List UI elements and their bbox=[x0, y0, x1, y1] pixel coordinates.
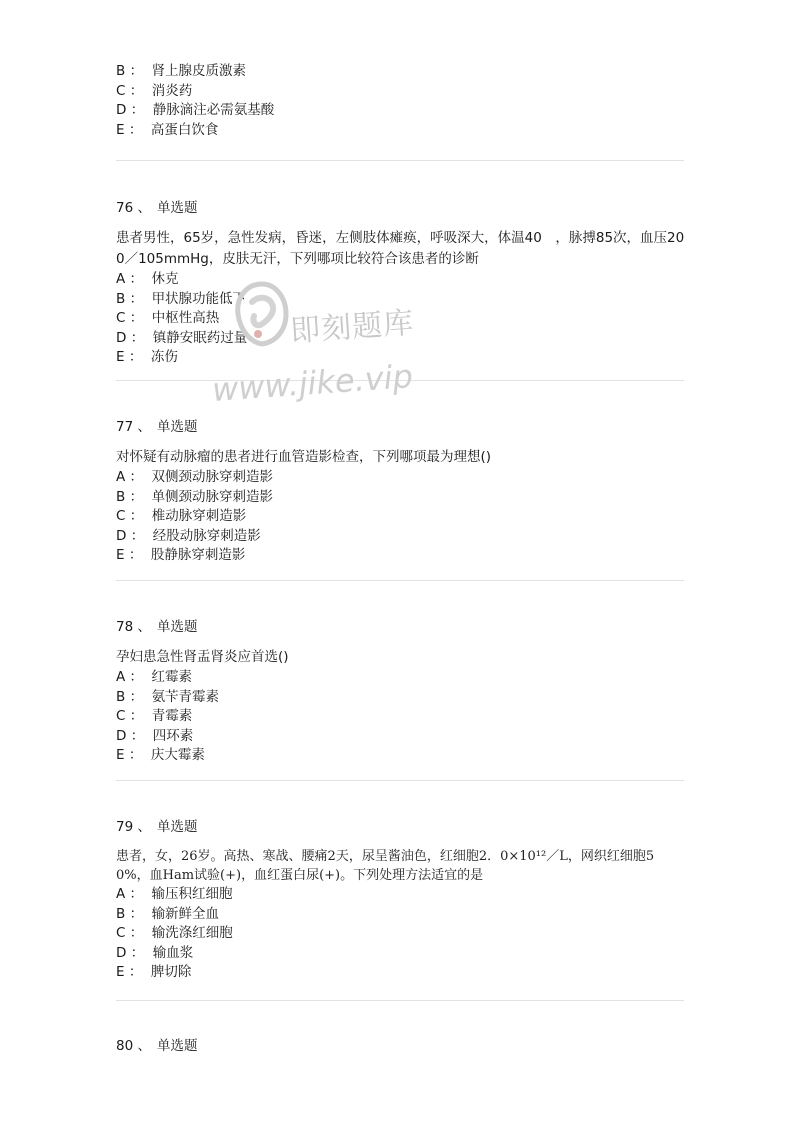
option-e[interactable] bbox=[116, 348, 686, 368]
option-separator: ： bbox=[129, 905, 144, 922]
option-separator: ： bbox=[129, 508, 144, 525]
question-stem: 孕妇患急性肾盂肾炎应首选() bbox=[116, 649, 289, 665]
option-e[interactable] bbox=[116, 121, 274, 141]
divider bbox=[116, 580, 684, 581]
option-key: C bbox=[116, 925, 126, 942]
question-stem: 患者，女，26岁。高热、寒战、腰痛2天，尿呈酱油色，红细胞2．0×10¹²／L，网织红细胞50%，血Ham试验(+)，血红蛋白尿(+)。下列处理方法适宜的是 bbox=[116, 849, 655, 883]
option-text: 中枢性高热 bbox=[151, 310, 220, 327]
option-key: B bbox=[116, 688, 126, 705]
option-key: B bbox=[116, 488, 126, 505]
option-key: B bbox=[116, 63, 126, 79]
question-number-separator: 、 bbox=[137, 619, 151, 635]
option-separator: ： bbox=[129, 310, 144, 327]
option-e[interactable] bbox=[116, 963, 686, 983]
option-d[interactable] bbox=[116, 101, 274, 121]
option-e[interactable] bbox=[116, 546, 686, 566]
option-c[interactable] bbox=[116, 924, 686, 944]
question-78 bbox=[116, 617, 686, 766]
divider bbox=[116, 780, 684, 781]
question-number: 78 bbox=[116, 619, 134, 635]
option-text: 静脉滴注必需氨基酸 bbox=[152, 102, 275, 119]
watermark-url: www.jike.vip bbox=[210, 357, 415, 409]
option-a[interactable] bbox=[116, 668, 686, 688]
question-header bbox=[116, 198, 686, 218]
option-separator: ： bbox=[130, 329, 145, 346]
question-type: 单选题 bbox=[156, 419, 198, 435]
option-a[interactable] bbox=[116, 270, 686, 290]
option-c[interactable] bbox=[116, 82, 274, 102]
option-d[interactable] bbox=[116, 727, 686, 747]
option-separator: ： bbox=[130, 527, 145, 544]
question-type: 单选题 bbox=[156, 619, 198, 635]
option-key: A bbox=[116, 469, 126, 485]
option-key: C bbox=[116, 508, 126, 525]
question-header bbox=[116, 417, 686, 437]
option-separator: ： bbox=[129, 925, 144, 942]
option-text: 肾上腺皮质激素 bbox=[151, 63, 247, 79]
option-b[interactable] bbox=[116, 62, 274, 82]
option-separator: ： bbox=[128, 747, 143, 764]
question-80 bbox=[116, 1036, 686, 1066]
question-stem: 患者男性，65岁，急性发病，昏迷，左侧肢体瘫痪，呼吸深大，体温40 ，脉搏85次，血压200／105mmHg，皮肤无汗，下列哪项比较符合该患者的诊断 bbox=[116, 230, 685, 267]
option-key: E bbox=[116, 964, 125, 981]
option-separator: ： bbox=[129, 688, 144, 705]
question-stem: 对怀疑有动脉瘤的患者进行血管造影检查，下列哪项最为理想() bbox=[116, 449, 492, 465]
option-text: 镇静安眠药过量 bbox=[152, 329, 248, 346]
option-key: C bbox=[116, 310, 126, 327]
option-separator: ： bbox=[129, 469, 144, 485]
option-separator: ： bbox=[128, 964, 143, 981]
divider bbox=[116, 1000, 684, 1001]
option-text: 单侧颈动脉穿刺造影 bbox=[151, 488, 274, 505]
option-separator: ： bbox=[129, 290, 144, 307]
option-e[interactable] bbox=[116, 746, 686, 766]
question-number-separator: 、 bbox=[137, 419, 151, 435]
option-d[interactable] bbox=[116, 329, 686, 349]
question-77 bbox=[116, 417, 686, 566]
option-key: A bbox=[116, 886, 126, 902]
option-key: D bbox=[116, 329, 127, 346]
option-d[interactable] bbox=[116, 527, 686, 547]
question-number-separator: 、 bbox=[137, 1038, 151, 1054]
option-text: 休克 bbox=[151, 271, 179, 287]
question-number: 77 bbox=[116, 419, 134, 435]
option-text: 庆大霉素 bbox=[150, 747, 205, 764]
watermark-brand: 即刻题库 bbox=[289, 305, 416, 350]
question-number-separator: 、 bbox=[137, 819, 151, 835]
question-number: 79 bbox=[116, 819, 134, 835]
option-key: D bbox=[116, 527, 127, 544]
option-separator: ： bbox=[128, 121, 143, 138]
option-text: 输新鲜全血 bbox=[151, 905, 220, 922]
option-key: A bbox=[116, 271, 126, 287]
option-a[interactable] bbox=[116, 468, 686, 488]
divider bbox=[116, 380, 684, 381]
option-d[interactable] bbox=[116, 944, 686, 964]
option-separator: ： bbox=[130, 727, 145, 744]
option-separator: ： bbox=[128, 547, 143, 564]
option-key: D bbox=[116, 727, 127, 744]
option-text: 红霉素 bbox=[151, 669, 193, 685]
option-separator: ： bbox=[129, 708, 144, 725]
option-separator: ： bbox=[128, 349, 143, 366]
option-key: E bbox=[116, 547, 125, 564]
option-text: 高蛋白饮食 bbox=[150, 121, 219, 138]
option-text: 甲状腺功能低下 bbox=[151, 290, 247, 307]
option-c[interactable] bbox=[116, 507, 686, 527]
option-text: 四环素 bbox=[152, 727, 194, 744]
option-b[interactable] bbox=[116, 290, 686, 310]
option-text: 输压积红细胞 bbox=[151, 886, 233, 902]
option-key: B bbox=[116, 290, 126, 307]
option-c[interactable] bbox=[116, 309, 686, 329]
question-number-separator: 、 bbox=[137, 200, 151, 216]
divider bbox=[116, 160, 684, 161]
option-a[interactable] bbox=[116, 885, 686, 905]
question-76 bbox=[116, 198, 686, 368]
option-text: 输洗涤红细胞 bbox=[151, 925, 233, 942]
option-key: E bbox=[116, 121, 125, 138]
question-number: 80 bbox=[116, 1038, 134, 1054]
option-text: 消炎药 bbox=[151, 82, 193, 99]
option-key: C bbox=[116, 82, 126, 99]
question-type: 单选题 bbox=[156, 819, 198, 835]
previous-question-options bbox=[116, 62, 274, 140]
option-separator: ： bbox=[129, 886, 144, 902]
option-b[interactable] bbox=[116, 905, 686, 925]
option-separator: ： bbox=[129, 82, 144, 99]
option-b[interactable] bbox=[116, 488, 686, 508]
option-text: 脾切除 bbox=[150, 964, 192, 981]
option-separator: ： bbox=[129, 488, 144, 505]
question-header bbox=[116, 617, 686, 637]
option-separator: ： bbox=[130, 944, 145, 961]
option-text: 椎动脉穿刺造影 bbox=[151, 508, 247, 525]
option-text: 输血浆 bbox=[152, 944, 194, 961]
question-79 bbox=[116, 817, 686, 983]
option-separator: ： bbox=[130, 102, 145, 119]
option-key: E bbox=[116, 349, 125, 366]
question-header bbox=[116, 817, 686, 837]
option-separator: ： bbox=[129, 271, 144, 287]
option-key: C bbox=[116, 708, 126, 725]
option-key: E bbox=[116, 747, 125, 764]
option-separator: ： bbox=[129, 63, 144, 79]
option-key: B bbox=[116, 905, 126, 922]
option-c[interactable] bbox=[116, 707, 686, 727]
option-text: 冻伤 bbox=[150, 349, 178, 366]
option-text: 氨苄青霉素 bbox=[151, 688, 220, 705]
option-text: 双侧颈动脉穿刺造影 bbox=[151, 469, 274, 485]
question-header bbox=[116, 1036, 686, 1056]
question-type: 单选题 bbox=[156, 1038, 198, 1054]
option-key: D bbox=[116, 102, 127, 119]
option-text: 经股动脉穿刺造影 bbox=[152, 527, 261, 544]
option-text: 青霉素 bbox=[151, 708, 193, 725]
question-number: 76 bbox=[116, 200, 134, 216]
option-b[interactable] bbox=[116, 688, 686, 708]
option-separator: ： bbox=[129, 669, 144, 685]
option-key: A bbox=[116, 669, 126, 685]
option-text: 股静脉穿刺造影 bbox=[150, 547, 246, 564]
question-type: 单选题 bbox=[156, 200, 198, 216]
option-key: D bbox=[116, 944, 127, 961]
